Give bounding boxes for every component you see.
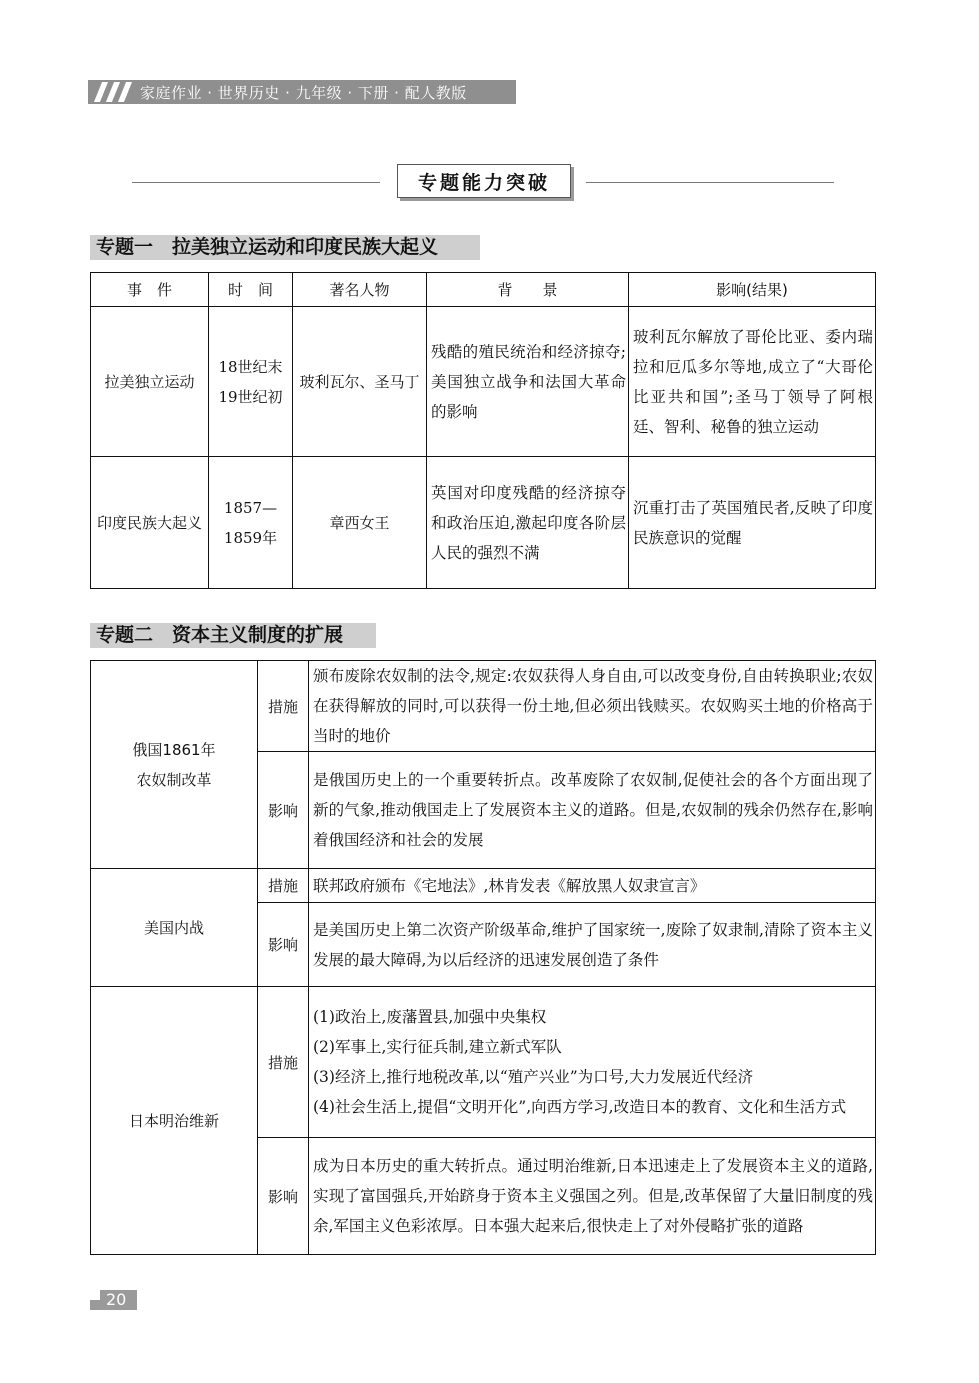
table-row bbox=[91, 457, 876, 589]
table-row bbox=[91, 869, 876, 903]
event-cell bbox=[91, 987, 258, 1255]
topic1-table bbox=[90, 272, 876, 589]
event-cell: 印度民族大起义 bbox=[91, 457, 209, 589]
event-cell bbox=[91, 869, 258, 987]
topic2-table bbox=[90, 660, 876, 1255]
table-header-row bbox=[91, 273, 876, 307]
header-band bbox=[88, 80, 516, 104]
time-cell bbox=[209, 457, 293, 589]
measure-label: 措施 bbox=[258, 661, 309, 752]
impact-cell: 沉重打击了英国殖民者,反映了印度民族意识的觉醒 bbox=[629, 457, 876, 589]
table-row bbox=[91, 987, 876, 1138]
column-header: 影响(结果) bbox=[629, 273, 876, 307]
table-row bbox=[91, 307, 876, 457]
slash-decoration-icon bbox=[88, 80, 140, 104]
page-number: 20 bbox=[106, 1290, 127, 1309]
measure-cell bbox=[309, 869, 876, 903]
column-header: 著名人物 bbox=[293, 273, 427, 307]
time-line: 19世纪初 bbox=[218, 387, 283, 406]
event-line: 农奴制改革 bbox=[136, 770, 212, 789]
event-line: 日本明治维新 bbox=[128, 1111, 219, 1130]
measure-text: 颁布废除农奴制的法令,规定:农奴获得人身自由,可以改变身份,自由转换职业;农奴在获得解放的同时,可以获得一份土地,但必须出钱赎买。农奴购买土地的价格高于当时的地价 bbox=[313, 667, 873, 745]
time-line: 1859年 bbox=[223, 528, 278, 547]
time-line: 18世纪末 bbox=[218, 357, 283, 376]
measure-label: 措施 bbox=[258, 987, 309, 1138]
measure-item: (4)社会生活上,提倡“文明开化”,向西方学习,改造日本的教育、文化和生活方式 bbox=[313, 1098, 847, 1116]
measure-text: 联邦政府颁布《宅地法》,林肯发表《解放黑人奴隶宣言》 bbox=[313, 876, 706, 895]
impact-label: 影响 bbox=[258, 1138, 309, 1255]
impact-label: 影响 bbox=[258, 903, 309, 987]
table-row bbox=[91, 661, 876, 752]
time-line: 1857— bbox=[223, 498, 278, 517]
column-header: 背 景 bbox=[427, 273, 629, 307]
people-cell: 章西女王 bbox=[293, 457, 427, 589]
impact-cell: 玻利瓦尔解放了哥伦比亚、委内瑞拉和厄瓜多尔等地,成立了“大哥伦比亚共和国”;圣马丁领导了阿根廷、智利、秘鲁的独立运动 bbox=[629, 307, 876, 457]
measure-label: 措施 bbox=[258, 869, 309, 903]
topic1-title: 专题一 拉美独立运动和印度民族大起义 bbox=[90, 235, 480, 260]
event-line: 俄国1861年 bbox=[132, 740, 216, 759]
event-cell: 拉美独立运动 bbox=[91, 307, 209, 457]
impact-cell: 是俄国历史上的一个重要转折点。改革废除了农奴制,促使社会的各个方面出现了新的气象,推动俄国走上了发展资本主义的道路。但是,农奴制的残余仍然存在,影响着俄国经济和社会的发展 bbox=[309, 752, 876, 869]
section-title: 专题能力突破 bbox=[397, 164, 571, 198]
header-text: 家庭作业 · 世界历史 · 九年级 · 下册 · 配人教版 bbox=[140, 83, 467, 102]
impact-label: 影响 bbox=[258, 752, 309, 869]
impact-cell: 成为日本历史的重大转折点。通过明治维新,日本迅速走上了发展资本主义的道路,实现了富国强兵,开始跻身于资本主义强国之列。但是,改革保留了大量旧制度的残余,军国主义色彩浓厚。日本强大起来后,很快走上了对外侵略扩张的道路 bbox=[309, 1138, 876, 1255]
page-number-badge bbox=[90, 1290, 137, 1310]
measure-item: (2)军事上,实行征兵制,建立新式军队 bbox=[313, 1038, 562, 1056]
title-rule-left bbox=[132, 182, 380, 183]
time-cell bbox=[209, 307, 293, 457]
people-cell: 玻利瓦尔、圣马丁 bbox=[293, 307, 427, 457]
column-header: 时 间 bbox=[209, 273, 293, 307]
background-cell: 英国对印度残酷的经济掠夺和政治压迫,激起印度各阶层人民的强烈不满 bbox=[427, 457, 629, 589]
corner-notch-icon bbox=[90, 1290, 100, 1300]
title-rule-right bbox=[586, 182, 834, 183]
background-cell: 残酷的殖民统治和经济掠夺;美国独立战争和法国大革命的影响 bbox=[427, 307, 629, 457]
measure-item: (3)经济上,推行地税改革,以“殖产兴业”为口号,大力发展近代经济 bbox=[313, 1068, 754, 1086]
measure-cell bbox=[309, 987, 876, 1138]
event-cell bbox=[91, 661, 258, 869]
measure-cell bbox=[309, 661, 876, 752]
impact-cell: 是美国历史上第二次资产阶级革命,维护了国家统一,废除了奴隶制,清除了资本主义发展的最大障碍,为以后经济的迅速发展创造了条件 bbox=[309, 903, 876, 987]
column-header: 事 件 bbox=[91, 273, 209, 307]
topic2-title: 专题二 资本主义制度的扩展 bbox=[90, 623, 376, 648]
event-line: 美国内战 bbox=[143, 918, 204, 937]
measure-item: (1)政治上,废藩置县,加强中央集权 bbox=[313, 1008, 547, 1026]
